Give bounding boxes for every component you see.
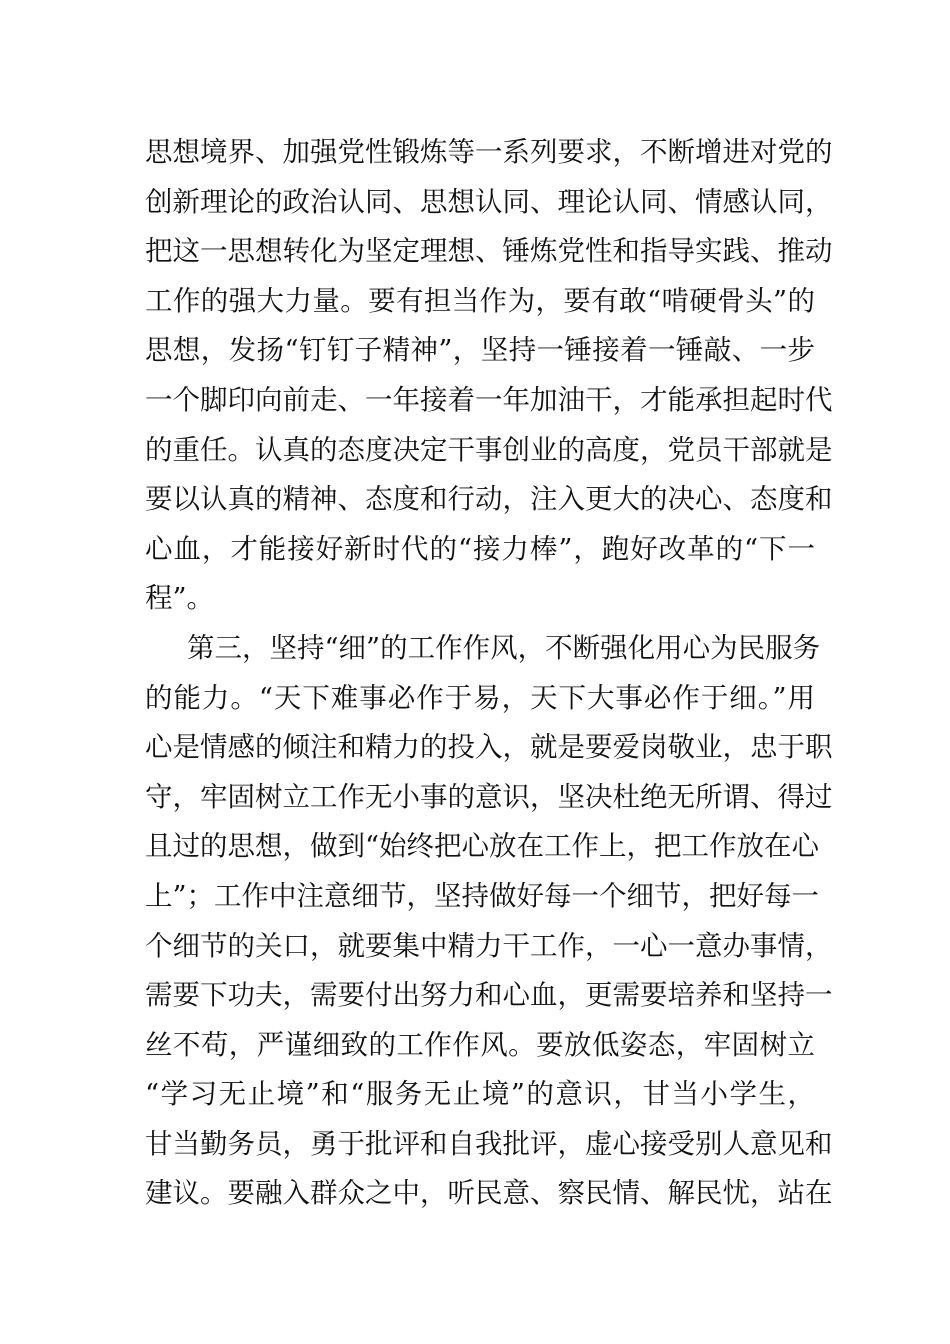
paragraph-line: 工作的强大力量。要有担当作为，要有敢“啃硬骨头”的 — [145, 284, 815, 317]
paragraph-line: 且过的思想，做到“始终把心放在工作上，把工作放在心 — [145, 830, 820, 863]
paragraph-line: 守，牢固树立工作无小事的意识，坚决杜绝无所谓、得过 — [145, 780, 833, 813]
paragraph-line: 把这一思想转化为坚定理想、锤炼党性和指导实践、推动 — [145, 235, 833, 268]
paragraph-line: 第三，坚持“细”的工作作风，不断强化用心为民服务 — [187, 631, 821, 664]
paragraph-1 — [145, 128, 833, 624]
paragraph-line: 创新理论的政治认同、思想认同、理论认同、情感认同， — [145, 185, 833, 218]
paragraph-line: 的重任。认真的态度决定干事创业的高度，党员干部就是 — [145, 433, 833, 466]
paragraph-line: 要以认真的精神、态度和行动，注入更大的决心、态度和 — [145, 483, 833, 516]
paragraph-2 — [145, 624, 833, 1219]
body-text — [145, 128, 833, 1219]
paragraph-line: 心是情感的倾注和精力的投入，就是要爱岗敬业，忠于职 — [145, 731, 833, 764]
paragraph-line: 上”；工作中注意细节，坚持做好每一个细节，把好每一 — [145, 879, 820, 912]
paragraph-line: 建议。要融入群众之中，听民意、察民情、解民忧，站在 — [145, 1177, 833, 1210]
paragraph-line: 思想境界、加强党性锻炼等一系列要求，不断增进对党的 — [145, 136, 833, 168]
paragraph-line: 丝不苟，严谨细致的工作作风。要放低姿态，牢固树立 — [145, 1028, 815, 1061]
paragraph-line: 心血，才能接好新时代的“接力棒”，跑好改革的“下一 — [145, 532, 815, 565]
paragraph-line: 一个脚印向前走、一年接着一年加油干，才能承担起时代 — [145, 383, 833, 416]
paragraph-line: 的能力。“天下难事必作于易，天下大事必作于细。”用 — [145, 681, 815, 714]
paragraph-line: 思想，发扬“钉钉子精神”，坚持一锤接着一锤敲、一步 — [145, 334, 815, 367]
paragraph-line: 程”。 — [145, 582, 215, 615]
paragraph-line: 甘当勤务员，勇于批评和自我批评，虚心接受别人意见和 — [145, 1127, 833, 1160]
paragraph-line: “学习无止境”和“服务无止境”的意识，甘当小学生， — [145, 1078, 815, 1111]
paragraph-line: 个细节的关口，就要集中精力干工作，一心一意办事情， — [145, 929, 833, 962]
paragraph-line: 需要下功夫，需要付出努力和心血，更需要培养和坚持一 — [145, 979, 833, 1012]
